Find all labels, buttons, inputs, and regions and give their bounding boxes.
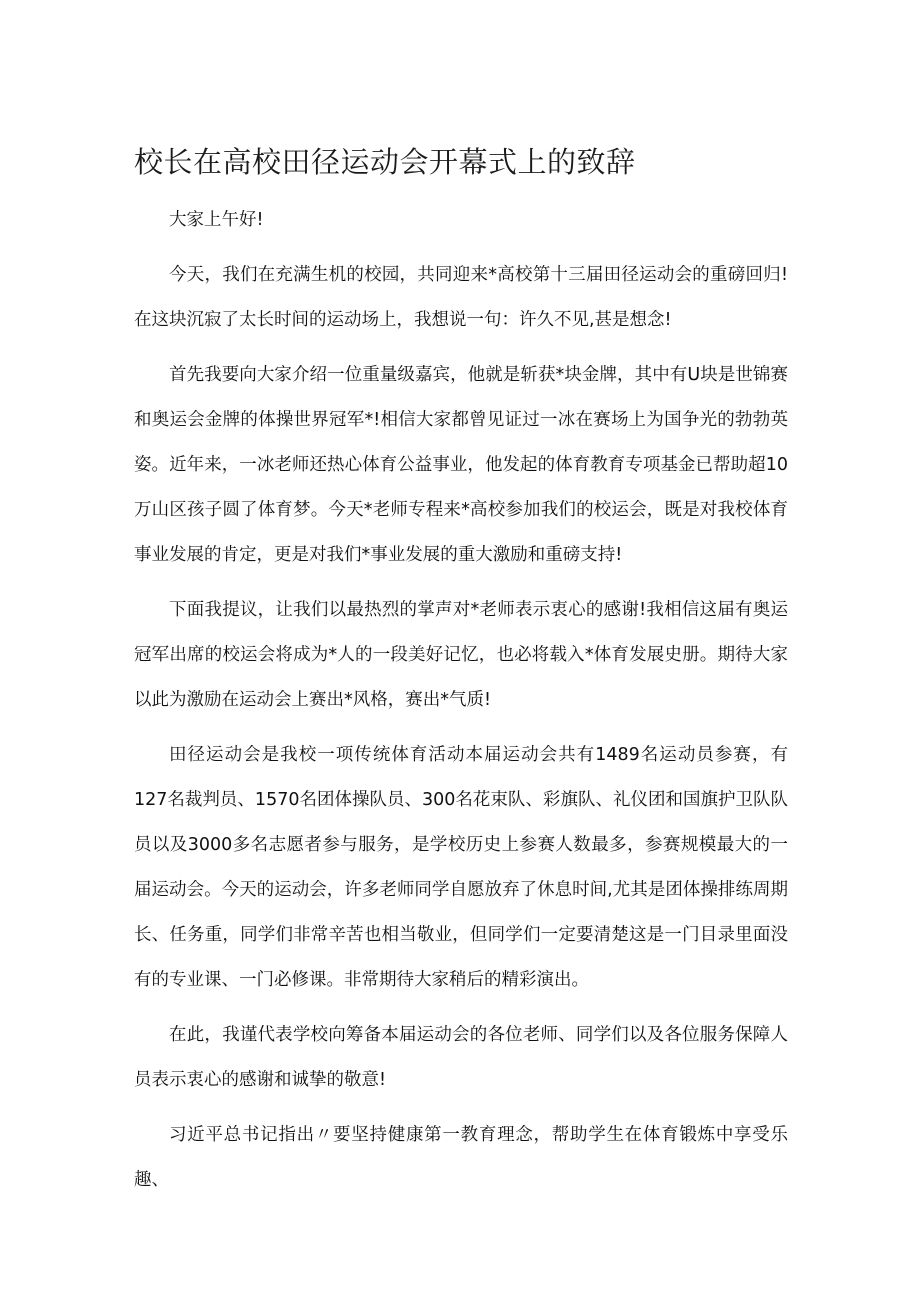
paragraph-guest-intro: 首先我要向大家介绍一位重量级嘉宾，他就是斩获*块金牌，其中有U块是世锦赛和奥运会金牌的体操世界冠军*!相信大家都曾见证过一冰在赛场上为国争光的勃勃英姿。近年来，一冰老师还热心体育公益事业，他发起的体育教育专项基金已帮助超10万山区孩子圆了体育梦。今天*老师专程来*高校参加我们的校运会，既是对我校体育事业发展的肯定，更是对我们*事业发展的重大激励和重磅支持! [134, 365, 788, 565]
paragraph-greeting: 大家上午好! [169, 210, 264, 230]
paragraph-welcome: 今天，我们在充满生机的校园，共同迎来*高校第十三届田径运动会的重磅回归!在这块沉寂了太长时间的运动场上，我想说一句：许久不见,甚是想念! [134, 265, 788, 330]
document-body [134, 198, 788, 1213]
paragraph-thanks: 在此，我谨代表学校向筹备本届运动会的各位老师、同学们以及各位服务保障人员表示衷心的感谢和诚挚的敬意! [134, 1025, 788, 1090]
document-title: 校长在高校田径运动会开幕式上的致辞 [134, 145, 636, 179]
paragraph-applause: 下面我提议，让我们以最热烈的掌声对*老师表示衷心的感谢!我相信这届有奥运冠军出席的校运会将成为*人的一段美好记忆，也必将载入*体育发展史册。期待大家以此为激励在运动会上赛出*风格，赛出*气质! [134, 600, 788, 710]
paragraph-quote: 习近平总书记指出〃要坚持健康第一教育理念，帮助学生在体育锻炼中享受乐趣、 [134, 1125, 788, 1190]
paragraph-event-stats: 田径运动会是我校一项传统体育活动本届运动会共有1489名运动员参赛，有127名裁判员、1570名团体操队员、300名花束队、彩旗队、礼仪团和国旗护卫队队员以及3000多名志愿者参与服务，是学校历史上参赛人数最多，参赛规模最大的一届运动会。今天的运动会，许多老师同学自愿放弃了休息时间,尤其是团体操排练周期长、任务重，同学们非常辛苦也相当敬业，但同学们一定要清楚这是一门目录里面没有的专业课、一门必修课。非常期待大家稍后的精彩演出。 [134, 745, 788, 990]
